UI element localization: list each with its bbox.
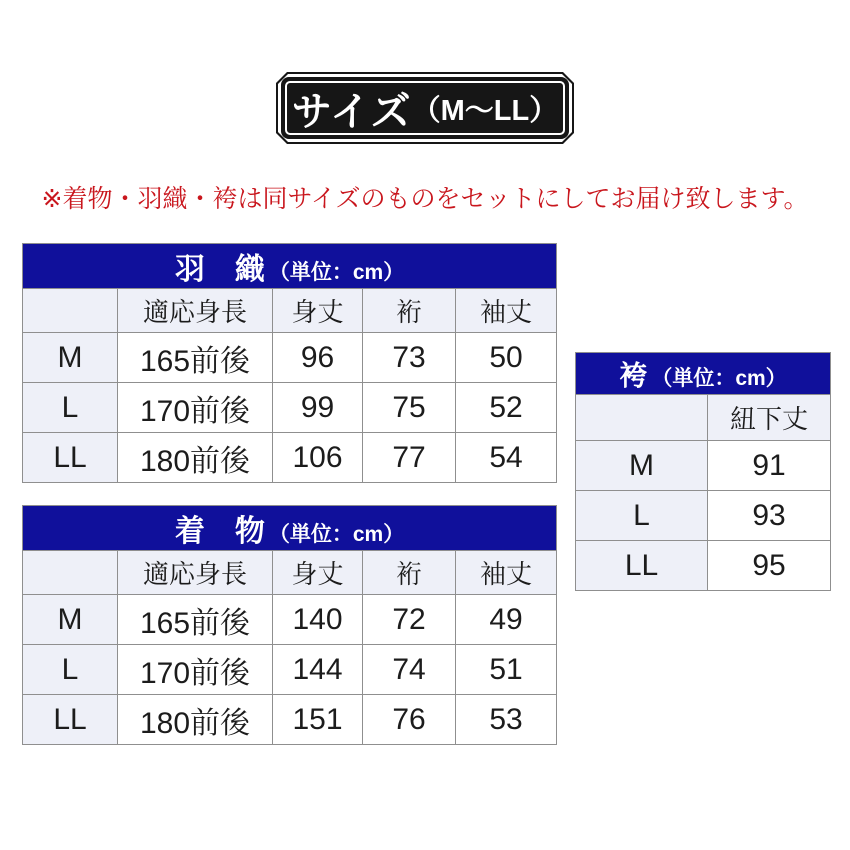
hakama-title-row [576,353,831,395]
value-cell: 99 [273,383,363,433]
haori-title-text: 羽 織 [174,253,265,286]
kimono-header-row [23,551,557,595]
kimono-header-mitake: 身丈 [273,551,363,595]
value-cell: 165前後 [118,595,273,645]
hakama-header-empty [576,395,708,441]
value-cell: 170前後 [118,645,273,695]
value-cell: 106 [273,433,363,483]
value-cell: 165前後 [118,333,273,383]
value-cell: 53 [456,695,557,745]
value-cell: 73 [363,333,456,383]
haori-table-title [23,244,557,289]
haori-header-mitake: 身丈 [273,289,363,333]
haori-header-row [23,289,557,333]
set-note: ※着物・羽織・袴は同サイズのものをセットにしてお届け致します。 [41,185,809,213]
kimono-header-sodetake: 袖丈 [456,551,557,595]
value-cell: 96 [273,333,363,383]
table-row [23,645,557,695]
table-row [23,333,557,383]
kimono-table-title [23,506,557,551]
table-row [576,541,831,591]
size-label: L [23,645,118,695]
kimono-header-empty [23,551,118,595]
haori-title-row [23,244,557,289]
page-title-range: （M〜LL） [411,94,559,127]
size-label: M [576,441,708,491]
haori-header-sodetake: 袖丈 [456,289,557,333]
kimono-table [22,505,557,745]
size-label: M [23,333,118,383]
kimono-title-row [23,506,557,551]
table-row [576,491,831,541]
value-cell: 76 [363,695,456,745]
size-label: L [23,383,118,433]
kimono-header-height: 適応身長 [118,551,273,595]
kimono-title-text: 着 物 [174,515,265,548]
hakama-table [575,352,831,591]
value-cell: 72 [363,595,456,645]
table-row [23,695,557,745]
hakama-header-row [576,395,831,441]
value-cell: 144 [273,645,363,695]
table-row [23,383,557,433]
haori-table [22,243,557,483]
value-cell: 170前後 [118,383,273,433]
page-title-text: サイズ [291,89,412,134]
value-cell: 91 [708,441,831,491]
value-cell: 180前後 [118,695,273,745]
haori-header-height: 適応身長 [118,289,273,333]
table-row [23,433,557,483]
value-cell: 75 [363,383,456,433]
haori-unit-text: （単位：cm） [268,261,405,284]
value-cell: 151 [273,695,363,745]
value-cell: 180前後 [118,433,273,483]
value-cell: 51 [456,645,557,695]
size-label: L [576,491,708,541]
size-label: LL [23,695,118,745]
value-cell: 74 [363,645,456,695]
hakama-title-text: 袴 [619,359,648,391]
value-cell: 49 [456,595,557,645]
value-cell: 52 [456,383,557,433]
value-cell: 95 [708,541,831,591]
value-cell: 54 [456,433,557,483]
table-row [23,595,557,645]
haori-header-yuki: 裄 [363,289,456,333]
size-label: LL [576,541,708,591]
hakama-header-himoshita: 紐下丈 [708,395,831,441]
page-title [276,72,574,144]
value-cell: 50 [456,333,557,383]
kimono-header-yuki: 裄 [363,551,456,595]
haori-header-empty [23,289,118,333]
value-cell: 140 [273,595,363,645]
size-label: M [23,595,118,645]
hakama-unit-text: （単位：cm） [651,366,787,390]
size-label: LL [23,433,118,483]
value-cell: 93 [708,491,831,541]
table-row [576,441,831,491]
hakama-table-title [576,353,831,395]
value-cell: 77 [363,433,456,483]
title-badge [276,72,574,144]
kimono-unit-text: （単位：cm） [268,523,405,546]
